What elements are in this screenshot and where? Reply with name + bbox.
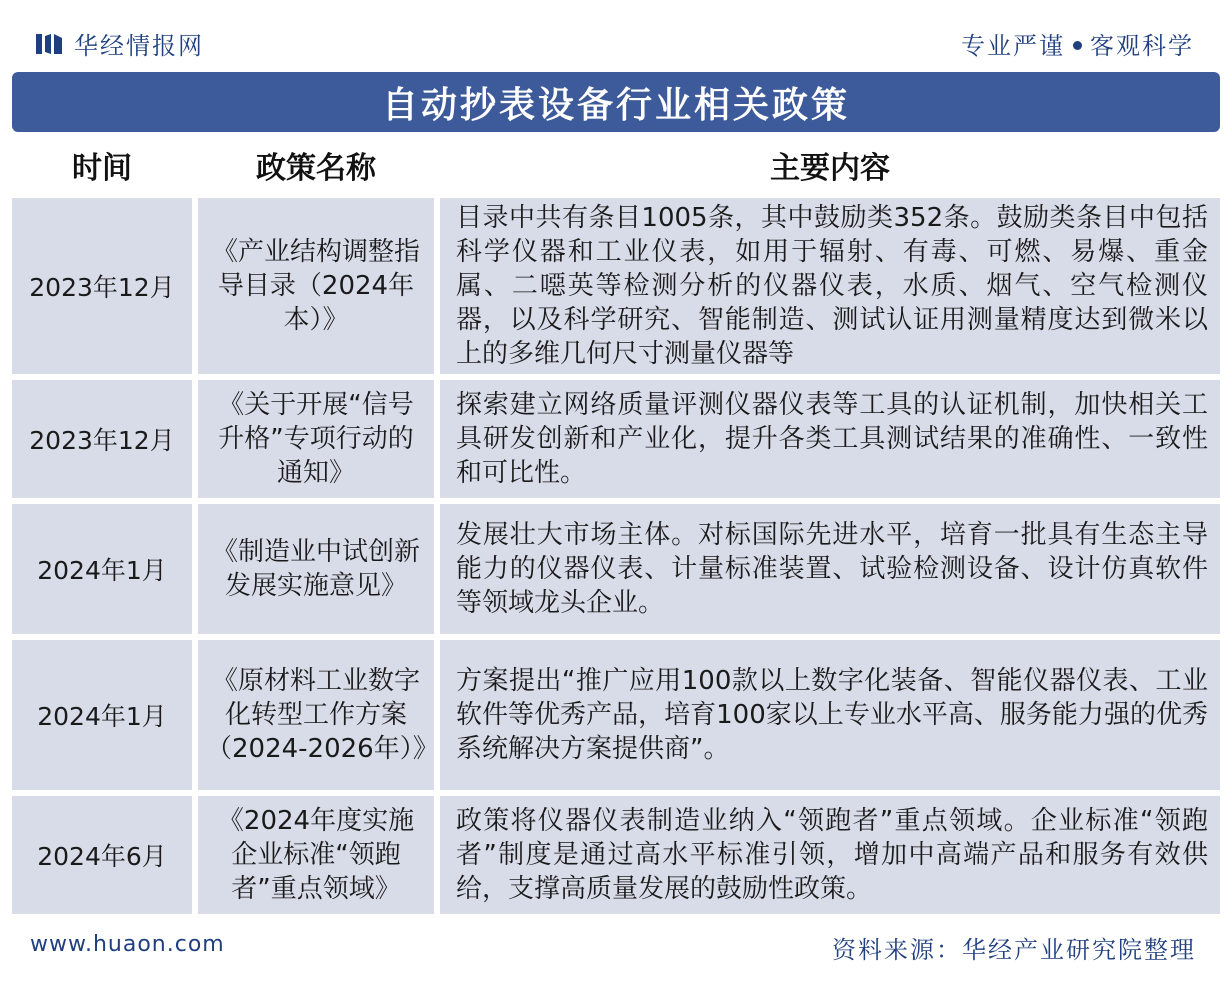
source-note: 资料来源：华经产业研究院整理	[832, 936, 1196, 964]
table-row	[12, 198, 1220, 374]
cell-time: 2023年12月	[12, 198, 192, 374]
cell-content: 政策将仪器仪表制造业纳入“领跑者”重点领域。企业标准“领跑者”制度是通过高水平标准引领，增加中高端产品和服务有效供给，支撑高质量发展的鼓励性政策。	[440, 796, 1220, 914]
cell-content: 方案提出“推广应用100款以上数字化装备、智能仪器仪表、工业软件等优秀产品，培育100家以上专业水平高、服务能力强的优秀系统解决方案提供商”。	[440, 640, 1220, 790]
bullet-dot-icon	[1073, 41, 1082, 50]
column-header-content: 主要内容	[770, 151, 890, 186]
policy-table	[12, 138, 1220, 914]
cell-policy-name: 《产业结构调整指导目录（2024年本）》	[198, 198, 434, 374]
cell-policy-name: 《2024年度实施企业标准“领跑者”重点领域》	[198, 796, 434, 914]
table-row	[12, 504, 1220, 634]
top-bar	[0, 0, 1232, 66]
slogan	[961, 26, 1194, 61]
cell-content: 目录中共有条目1005条，其中鼓励类352条。鼓励类条目中包括科学仪器和工业仪表，如用于辐射、有毒、可燃、易爆、重金属、二噁英等检测分析的仪器仪表，水质、烟气、空气检测仪器，以及科学研究、智能制造、测试认证用测量精度达到微米以上的多维几何尺寸测量仪器等	[440, 198, 1220, 374]
table-header	[12, 138, 1220, 192]
column-header-policy-name: 政策名称	[256, 151, 376, 186]
cell-policy-name: 《关于开展“信号升格”专项行动的通知》	[198, 380, 434, 498]
cell-time: 2023年12月	[12, 380, 192, 498]
cell-time: 2024年1月	[12, 640, 192, 790]
table-row	[12, 380, 1220, 498]
cell-time: 2024年1月	[12, 504, 192, 634]
brand[interactable]	[34, 26, 204, 61]
brand-name: 华经情报网	[74, 32, 204, 60]
cell-content: 发展壮大市场主体。对标国际先进水平，培育一批具有生态主导能力的仪器仪表、计量标准装置、试验检测设备、设计仿真软件等领域龙头企业。	[440, 504, 1220, 634]
title-banner	[12, 72, 1220, 132]
cell-policy-name: 《原材料工业数字化转型工作方案（2024-2026年）》	[198, 640, 434, 790]
table-row	[12, 640, 1220, 790]
column-header-time: 时间	[72, 151, 132, 186]
brand-logo-icon	[34, 32, 64, 56]
table-row	[12, 796, 1220, 914]
slogan-left: 专业严谨	[961, 32, 1065, 60]
website-link[interactable]: www.huaon.com	[30, 932, 225, 957]
slogan-right: 客观科学	[1090, 32, 1194, 60]
page-title: 自动抄表设备行业相关政策	[381, 83, 850, 126]
cell-policy-name: 《制造业中试创新发展实施意见》	[198, 504, 434, 634]
cell-time: 2024年6月	[12, 796, 192, 914]
cell-content: 探索建立网络质量评测仪器仪表等工具的认证机制，加快相关工具研发创新和产业化，提升各类工具测试结果的准确性、一致性和可比性。	[440, 380, 1220, 498]
